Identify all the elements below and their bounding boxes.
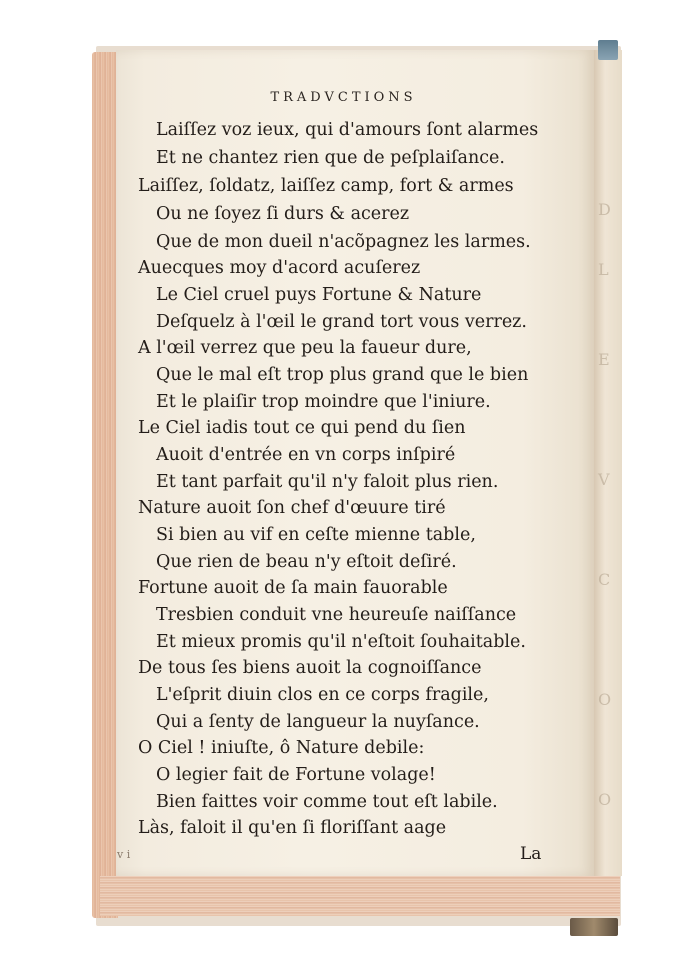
verse-line: Deſquelz à l'œil le grand tort vous verrez. [156, 312, 527, 332]
verse-line: Le Ciel iadis tout ce qui pend du ſien [138, 418, 466, 438]
verse-line: Tresbien conduit vne heureuſe naiſſance [156, 605, 517, 625]
page-edges-bottom [100, 876, 620, 916]
verse-line: L'eſprit diuin clos en ce corps fragile, [156, 685, 489, 705]
verse-line: O Ciel ! iniuſte, ô Nature debile: [138, 738, 425, 758]
verse-line: Que de mon dueil n'acõpagnez les larmes. [156, 232, 531, 252]
verse-line: De tous ſes biens auoit la cognoiſſance [138, 658, 482, 678]
verse-line: Làs, faloit il qu'en ſi floriſſant aage [138, 818, 447, 838]
verse-line: Et le plaiſir trop moindre que l'iniure. [156, 392, 491, 412]
verse-line: Que le mal eſt trop plus grand que le bien [156, 365, 529, 385]
verse-line: Le Ciel cruel puys Fortune & Nature [156, 285, 482, 305]
verse-line: Nature auoit ſon chef d'œuure tiré [138, 498, 446, 518]
verse-line: Qui a ſenty de langueur la nuyſance. [156, 712, 480, 732]
verse-line: Que rien de beau n'y eſtoit deſiré. [156, 552, 457, 572]
verse-line: Auoit d'entrée en vn corps inſpiré [156, 445, 456, 465]
verse-line: Auecques moy d'acord acuſerez [138, 258, 421, 278]
verse-line: Bien faittes voir comme tout eſt labile. [156, 792, 498, 812]
verse-line: O legier fait de Fortune volage! [156, 765, 436, 785]
verse-line: Laiſſez voz ieux, qui d'amours ſont alarmes [156, 120, 539, 140]
catchword: La [520, 844, 542, 864]
verse-line: Ou ne ſoyez ſi durs & acerez [156, 204, 410, 224]
page-edges-left [92, 52, 118, 918]
facing-page-strip: D L E V C O O [594, 50, 622, 876]
verse-line: Laiſſez, ſoldatz, laiſſez camp, fort & armes [138, 176, 514, 196]
running-title: TRADVCTIONS [270, 90, 417, 105]
verse-line: Fortune auoit de ſa main fauorable [138, 578, 448, 598]
verse-line: Si bien au vif en ceſte mienne table, [156, 525, 476, 545]
verse-line: Et tant parfait qu'il n'y faloit plus rien. [156, 472, 499, 492]
verse-line: Et ne chantez rien que de peſplaiſance. [156, 148, 505, 168]
verse-line: A l'œil verrez que peu la faueur dure, [138, 338, 472, 358]
signature-marks: v i [117, 848, 131, 861]
clasp-icon [570, 918, 618, 936]
verse-line: Et mieux promis qu'il n'eſtoit ſouhaitable. [156, 632, 526, 652]
ribbon-bookmark-icon [598, 40, 618, 60]
